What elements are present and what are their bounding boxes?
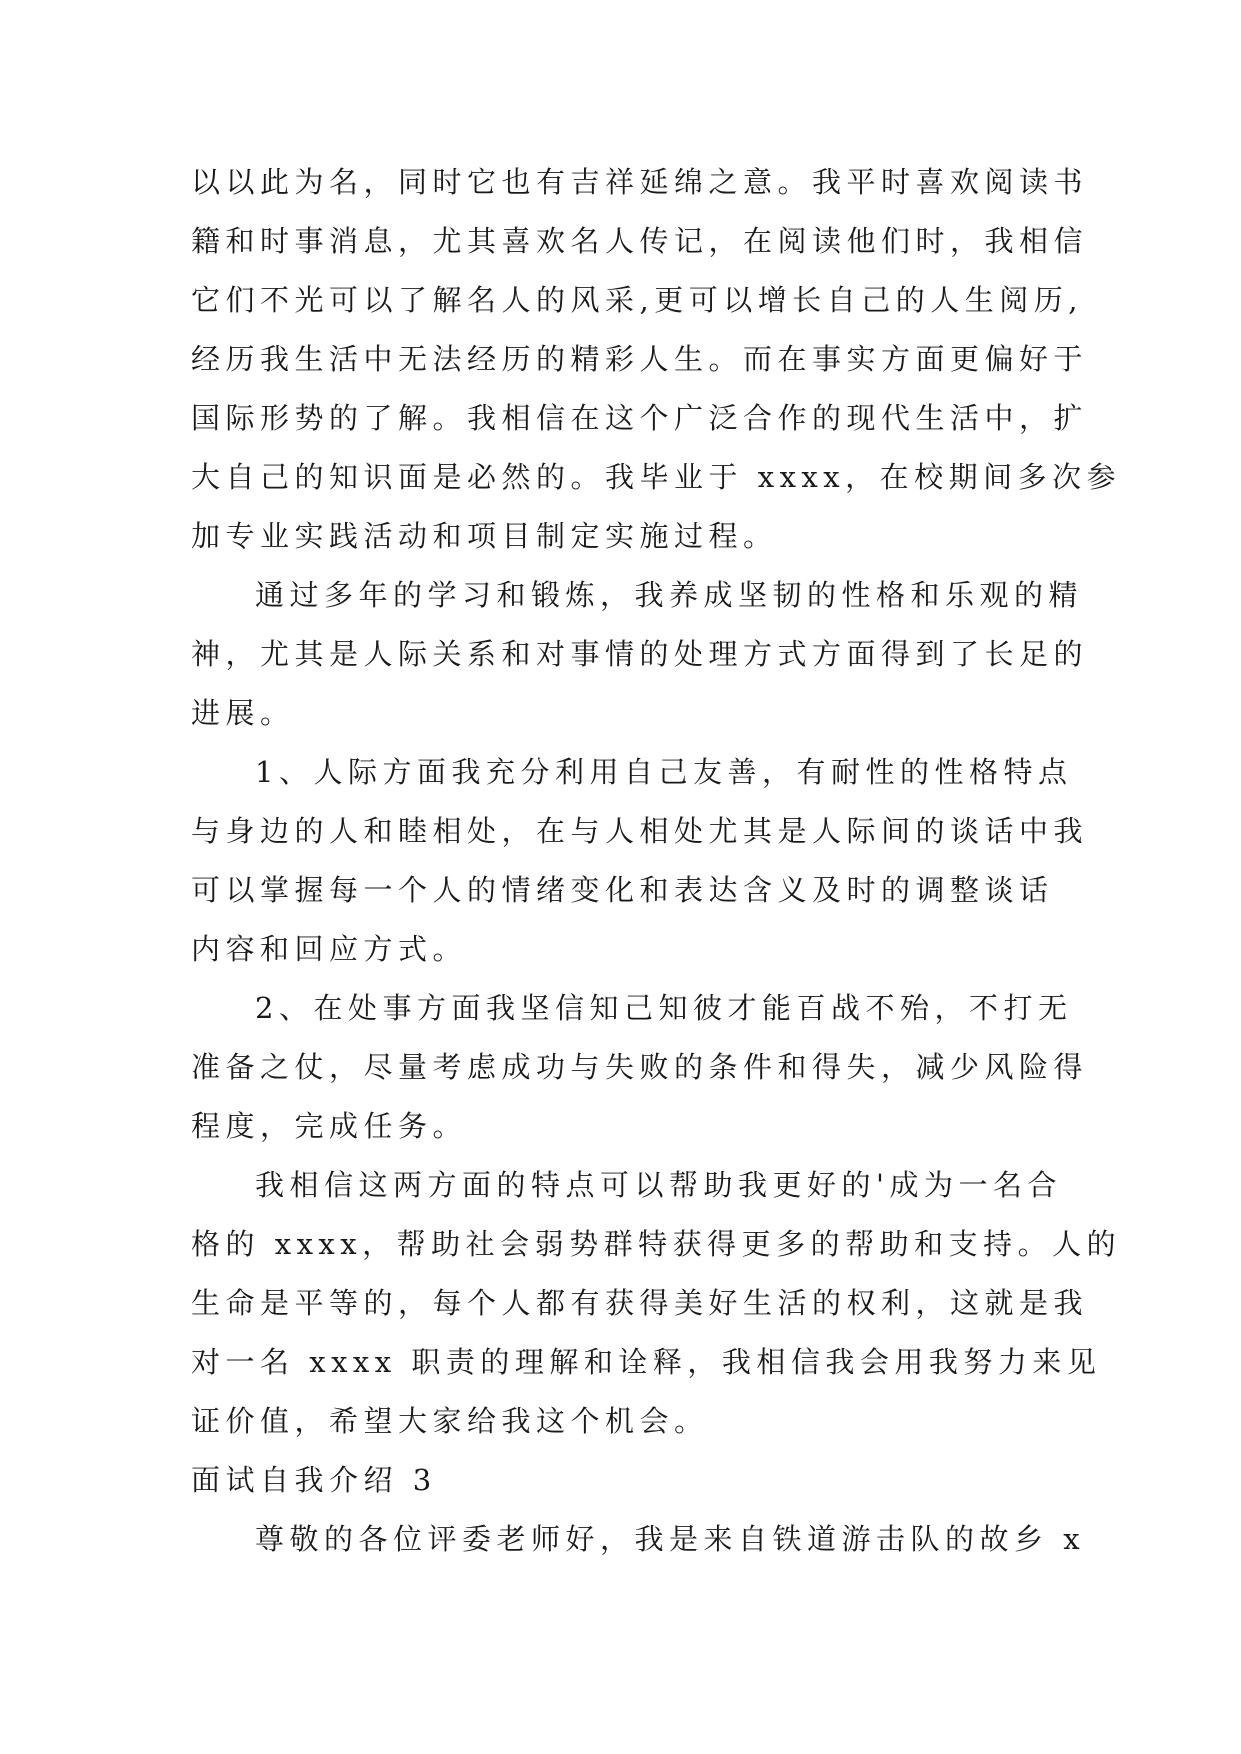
paragraph-first-line: 1、人际方面我充分利用自己友善，有耐性的性格特点: [255, 755, 1073, 789]
text-line: 大自己的知识面是必然的。我毕业于 xxxx，在校期间多次参: [191, 460, 1122, 494]
text-line: 加专业实践活动和项目制定实施过程。: [191, 519, 778, 553]
text-line: 内容和回应方式。: [191, 932, 468, 966]
text-line: 神，尤其是人际关系和对事情的处理方式方面得到了长足的: [191, 637, 1089, 671]
text-line: 以以此为名，同时它也有吉祥延绵之意。我平时喜欢阅读书: [191, 165, 1089, 199]
text-line: 对一名 xxxx 职责的理解和诠释，我相信我会用我努力来见: [191, 1345, 1102, 1379]
text-line: 国际形势的了解。我相信在这个广泛合作的现代生活中，扩: [191, 401, 1089, 435]
paragraph-first-line: 我相信这两方面的特点可以帮助我更好的'成为一名合: [255, 1168, 1062, 1202]
section-heading: 面试自我介绍 3: [191, 1463, 437, 1497]
text-line: 证价值，希望大家给我这个机会。: [191, 1404, 709, 1438]
text-line: 经历我生活中无法经历的精彩人生。而在事实方面更偏好于: [191, 342, 1089, 376]
paragraph-first-line: 通过多年的学习和锻炼，我养成坚韧的性格和乐观的精: [255, 578, 1084, 612]
text-line: 准备之仗，尽量考虑成功与失败的条件和得失，减少风险得: [191, 1050, 1089, 1084]
text-line: 籍和时事消息，尤其喜欢名人传记，在阅读他们时，我相信: [191, 224, 1089, 258]
text-line: 生命是平等的，每个人都有获得美好生活的权利，这就是我: [191, 1286, 1089, 1320]
text-line: 格的 xxxx，帮助社会弱势群特获得更多的帮助和支持。人的: [191, 1227, 1122, 1261]
text-line: 它们不光可以了解名人的风采,更可以增长自己的人生阅历,: [191, 283, 1083, 317]
text-line: 进展。: [191, 696, 295, 730]
paragraph-first-line: 2、在处事方面我坚信知己知彼才能百战不殆，不打无: [255, 991, 1073, 1025]
text-line: 与身边的人和睦相处，在与人相处尤其是人际间的谈话中我: [191, 814, 1089, 848]
paragraph-first-line: 尊敬的各位评委老师好，我是来自铁道游击队的故乡 x: [255, 1522, 1086, 1556]
text-line: 程度，完成任务。: [191, 1109, 468, 1143]
text-line: 可以掌握每一个人的情绪变化和表达含义及时的调整谈话: [191, 873, 1054, 907]
